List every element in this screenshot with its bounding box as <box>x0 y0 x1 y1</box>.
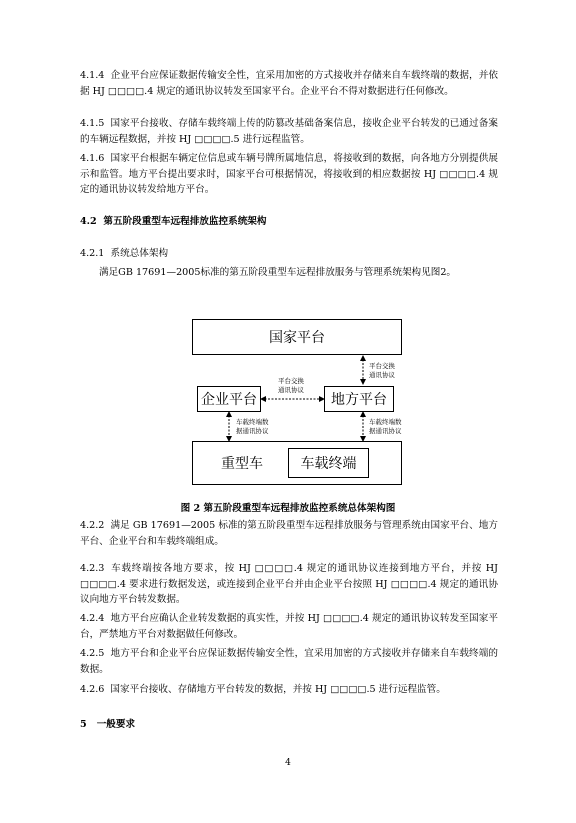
label-terminal-data-right: 车载终端数 据通讯协议 <box>369 418 402 435</box>
clause-4-2-6 <box>80 682 498 698</box>
clause-number: 4.1.4 <box>80 70 105 81</box>
local-platform-label: 地方平台 <box>331 392 387 408</box>
local-platform-box <box>324 386 394 412</box>
heavy-vehicle-label: 重型车 <box>221 456 263 472</box>
clause-number: 4.2.4 <box>80 613 105 624</box>
clause-number: 4.2.6 <box>80 684 105 695</box>
label-platform-exchange-right: 平台交换 通讯协议 <box>369 362 395 379</box>
chapter-heading <box>80 717 498 732</box>
heavy-vehicle-box <box>192 441 402 485</box>
vehicle-terminal-label: 车载终端 <box>300 456 357 472</box>
clause-number: 4.1.6 <box>80 153 105 164</box>
figure-caption: 图 2 第五阶段重型车远程排放监控系统总体架构图 <box>180 503 396 514</box>
clause-number: 4.2.5 <box>80 648 105 659</box>
clause-4-2-4 <box>80 611 498 642</box>
clause-4-1-6 <box>80 151 498 198</box>
label-platform-exchange-middle: 平台交换 通讯协议 <box>278 377 304 394</box>
clause-number: 4.2.2 <box>80 520 105 531</box>
clause-number: 4.2.3 <box>80 563 105 574</box>
enterprise-platform-box <box>197 386 261 412</box>
clause-text: 国家平台接收、存储地方平台转发的数据，并按 HJ □□□□.5 进行远程监管。 <box>110 684 446 695</box>
section-number: 4.2 <box>80 216 97 227</box>
intro-paragraph: 满足GB 17691—2005标准的第五阶段重型车远程排放服务与管理系统架构见图2。 <box>99 267 457 278</box>
clause-text: 国家平台根据车辆定位信息或车辆号牌所属地信息，将接收到的数据，向各地方分别提供展示和监管。地方平台提出要求时，国家平台可根据情况，将接收到的相应数据按 HJ □□□□.4 规定的通讯协议转发给地方平台。 <box>80 153 498 196</box>
chapter-number: 5 <box>80 719 87 730</box>
chapter-title: 一般要求 <box>96 719 136 730</box>
subsection-heading <box>80 246 498 261</box>
national-platform-box <box>192 319 402 355</box>
clause-text: 地方平台应确认企业转发数据的真实性，并按 HJ □□□□.4 规定的通讯协议转发至国家平台，严禁地方平台对数据做任何修改。 <box>80 613 498 640</box>
clause-text: 企业平台应保证数据传输安全性，宜采用加密的方式接收并存储来自车载终端的数据，并依据 HJ □□□□.4 规定的通讯协议转发至国家平台。企业平台不得对数据进行任何修改。 <box>80 70 498 97</box>
page-number: 4 <box>285 758 291 768</box>
clause-4-2-3 <box>80 561 498 608</box>
clause-4-2-5 <box>80 646 498 677</box>
section-heading <box>80 214 498 229</box>
architecture-diagram <box>192 319 402 491</box>
label-terminal-data-left: 车载终端数 据通讯协议 <box>236 418 269 435</box>
enterprise-platform-label: 企业平台 <box>201 392 257 408</box>
clause-text: 地方平台和企业平台应保证数据传输安全性，宜采用加密的方式接收并存储来自车载终端的数据。 <box>80 648 498 675</box>
clause-4-2-2 <box>80 518 498 549</box>
clause-number: 4.1.5 <box>80 118 105 129</box>
clause-text: 满足 GB 17691—2005 标准的第五阶段重型车远程排放服务与管理系统由国家平台、地方平台、企业平台和车载终端组成。 <box>80 520 498 547</box>
clause-4-1-5 <box>80 116 498 147</box>
vehicle-terminal-box <box>288 448 369 478</box>
national-platform-label: 国家平台 <box>269 330 325 346</box>
clause-text: 国家平台接收、存储车载终端上传的防篡改基础备案信息，接收企业平台转发的已通过备案的车辆远程数据，并按 HJ □□□□.5 进行远程监管。 <box>80 118 498 145</box>
subsection-title: 系统总体架构 <box>110 248 169 259</box>
section-title: 第五阶段重型车远程排放监控系统架构 <box>103 216 267 227</box>
subsection-number: 4.2.1 <box>80 248 105 259</box>
clause-4-1-4 <box>80 68 498 99</box>
clause-text: 车载终端按各地方要求，按 HJ □□□□.4 规定的通讯协议连接到地方平台，并按 HJ □□□□.4 要求进行数据发送，或连接到企业平台并由企业平台按照 HJ □□□□.4 规定的通讯协议向地方平台转发数据。 <box>80 563 498 606</box>
